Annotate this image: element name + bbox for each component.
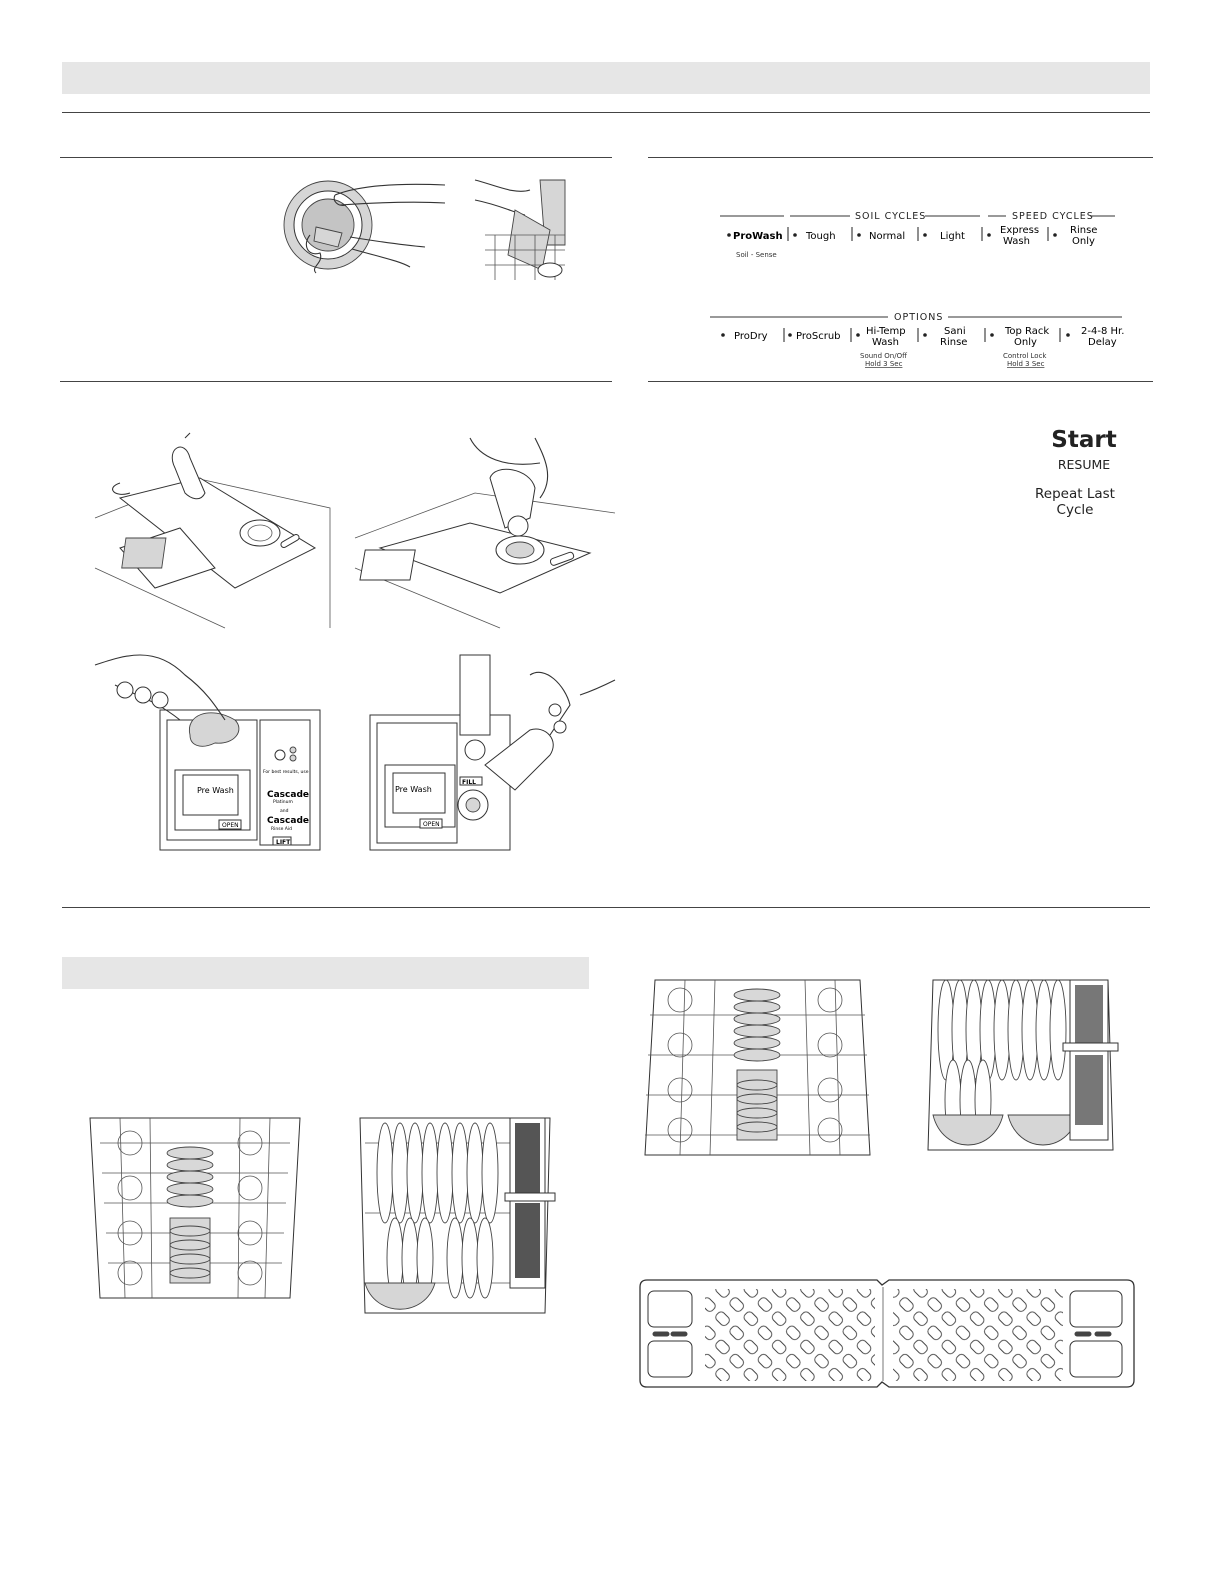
option-label-top-rack-only: Only [1014, 337, 1037, 348]
brand-sub-1: Platinum [273, 800, 293, 805]
dispenser-prewash-illustration [95, 625, 325, 855]
option-label-prodry: ProDry [734, 331, 768, 342]
option-button-prodry[interactable] [721, 331, 767, 342]
upper-rack-illustration-left [80, 1113, 310, 1308]
silverware-basket-cover [637, 1277, 1137, 1392]
repeat-line-1: Repeat Last [1035, 486, 1115, 502]
option-button-proscrub[interactable] [784, 328, 841, 342]
left-section-rule-mid [60, 381, 612, 382]
brand-text-1: For best results, use [263, 770, 309, 775]
loading-header-bar [62, 957, 589, 989]
mid-page-divider [62, 907, 1150, 908]
fill-label: FILL [462, 779, 476, 786]
cycle-button-express-wash[interactable] [982, 225, 1039, 247]
option-label-top-rack: Top Rack [1005, 326, 1050, 337]
dispenser-pour-detergent-illustration [355, 438, 615, 628]
repeat-line-2: Cycle [1056, 502, 1094, 518]
cycle-label-tough: Tough [806, 231, 836, 242]
dispenser-add-pod-illustration [95, 438, 330, 628]
brand-sub-2: Rinse Aid [271, 827, 292, 832]
dispenser-rinse-aid-illustration [365, 655, 615, 855]
cycle-label-prowash: ProWash [733, 231, 783, 242]
cycle-label-wash: Wash [1003, 236, 1030, 247]
soil-sense-label: Soil - Sense [736, 251, 777, 259]
cycle-label-light: Light [940, 231, 965, 242]
right-section-rule-mid [648, 381, 1153, 382]
right-section-rule-top [648, 157, 1153, 158]
option-label-sani-rinse: Rinse [940, 337, 968, 348]
resume-label: RESUME [1057, 457, 1111, 472]
control-panel [700, 200, 1130, 375]
open-label-1: OPEN [222, 822, 239, 829]
top-divider [62, 112, 1150, 113]
repeat-last-cycle-button[interactable] [1030, 486, 1120, 518]
lock-hold-label: Hold 3 Sec [1007, 360, 1045, 368]
scrape-plate-illustration [280, 175, 580, 285]
cycle-label-only: Only [1072, 236, 1095, 247]
option-button-sani-rinse[interactable] [918, 326, 967, 348]
cycle-button-tough[interactable] [788, 227, 836, 242]
left-section-rule-top [60, 157, 612, 158]
option-button-delay[interactable] [1060, 326, 1124, 348]
soil-cycles-header: SOIL CYCLES [855, 211, 927, 222]
prewash-label-2: Pre Wash [395, 785, 432, 794]
cycle-label-express: Express [1000, 225, 1040, 236]
lower-rack-illustration-right [918, 975, 1118, 1160]
start-button-label[interactable]: Start [1051, 427, 1117, 453]
brand-and: and [280, 809, 289, 814]
option-button-top-rack-only[interactable] [985, 326, 1049, 348]
open-label-2: OPEN [423, 821, 440, 828]
cycle-button-light[interactable] [918, 227, 965, 242]
lower-rack-illustration-left [355, 1113, 555, 1323]
sound-hold-label: Hold 3 Sec [865, 360, 903, 368]
cycle-button-prowash[interactable] [727, 231, 782, 242]
option-label-delay-hours: 2-4-8 Hr. [1081, 326, 1125, 337]
option-label-delay: Delay [1088, 337, 1117, 348]
cycle-button-rinse-only[interactable] [1048, 225, 1097, 247]
cycle-label-normal: Normal [869, 231, 906, 242]
brand-name-1: Cascade [267, 790, 309, 800]
lift-label: LIFT [276, 839, 291, 846]
cycle-button-normal[interactable] [852, 227, 905, 242]
option-label-sani: Sani [944, 326, 966, 337]
option-button-hi-temp-wash[interactable] [851, 326, 906, 348]
option-label-proscrub: ProScrub [796, 331, 841, 342]
lock-label: Control Lock [1003, 352, 1047, 360]
sound-label: Sound On/Off [860, 352, 907, 360]
brand-name-2: Cascade [267, 816, 309, 826]
speed-cycles-header: SPEED CYCLES [1012, 211, 1094, 222]
options-header: OPTIONS [894, 312, 944, 323]
prewash-label-1: Pre Wash [197, 786, 234, 795]
option-label-hi-temp-wash: Wash [872, 337, 899, 348]
cycle-label-rinse: Rinse [1070, 225, 1098, 236]
option-label-hi-temp: Hi-Temp [866, 326, 906, 337]
upper-rack-illustration-right [640, 975, 875, 1165]
top-header-bar [62, 62, 1150, 94]
